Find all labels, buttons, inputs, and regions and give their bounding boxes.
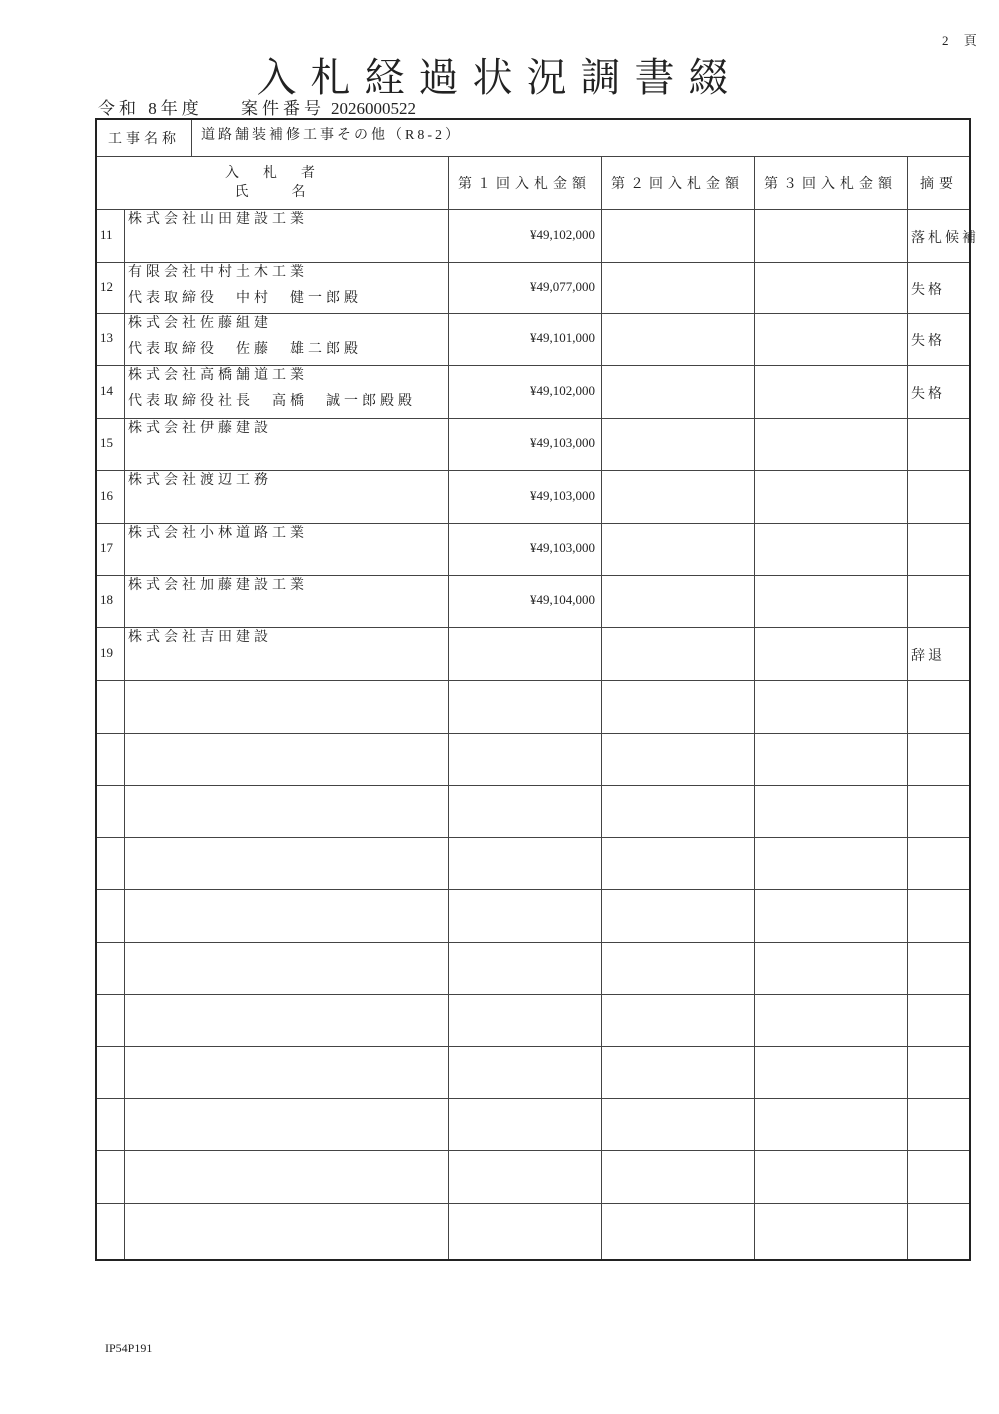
round1-amount: ¥49,102,000 [530,227,595,242]
row-number: 14 [100,383,113,398]
row-number: 18 [100,592,113,607]
row-number: 11 [100,227,113,242]
round1-amount: ¥49,103,000 [530,488,595,503]
bidder-name: 株式会社高橋舗道工業 [128,368,308,383]
bidder-representative: 代表取締役社長 高橋 誠一郎殿殿 [128,394,416,409]
round1-amount: ¥49,077,000 [530,279,595,294]
table-row [97,262,969,314]
bidder-name: 株式会社佐藤組建 [128,316,272,331]
table-row [97,365,969,419]
work-name-label: 工事名称 [97,120,192,156]
round2-header: 第２回入札金額 [611,176,744,192]
row-number: 15 [100,435,113,450]
remarks-cell: 辞退 [911,649,945,664]
row-number: 17 [100,540,113,555]
page-number: 2 頁 [942,33,983,48]
table-row [97,994,969,1047]
table-row [97,1046,969,1099]
bidder-name: 株式会社加藤建設工業 [128,578,308,593]
bidder-name: 株式会社渡辺工務 [128,473,272,488]
bid-table [95,118,979,1261]
footer-code: IP54P191 [105,1341,153,1355]
round1-amount: ¥49,102,000 [530,383,595,398]
bidder-name: 株式会社伊藤建設 [128,421,272,436]
remarks-cell: 落札候補 [911,231,979,246]
bidder-name: 株式会社小林道路工業 [128,526,308,541]
case-number-label: 案件番号 [241,99,325,118]
work-name-value: 道路舗装補修工事その他（R8-2） [201,128,462,143]
round1-amount: ¥49,103,000 [530,435,595,450]
document-title: 入札経過状況調書綴 [256,55,743,101]
table-row [97,1150,969,1204]
round1-amount: ¥49,103,000 [530,540,595,555]
header-info [98,94,416,119]
round3-header: 第３回入札金額 [764,176,897,192]
bidder-representative: 代表取締役 佐藤 雄二郎殿 [128,342,362,357]
table-row [97,1098,969,1151]
bidder-representative: 代表取締役 中村 健一郎殿 [128,291,362,306]
table-row [97,942,969,995]
remarks-header: 摘要 [920,176,958,192]
bidder-name: 株式会社吉田建設 [128,630,272,645]
table-row [97,418,969,471]
bidder-name: 有限会社中村土木工業 [128,265,308,280]
table-row [97,733,969,786]
table-row [97,523,969,576]
bidder-header-line1: 入 札 者 [225,165,320,181]
table-row [97,575,969,628]
table-row [97,837,969,890]
remarks-cell: 失格 [911,283,945,298]
bidder-header-line2: 氏 名 [234,184,311,200]
round1-amount: ¥49,101,000 [530,330,595,345]
row-number: 12 [100,279,113,294]
row-number: 19 [100,645,113,660]
table-row [97,1203,969,1259]
work-name-row [97,120,969,157]
row-number: 16 [100,488,113,503]
remarks-cell: 失格 [911,387,945,402]
table-row [97,470,969,524]
remarks-cell: 失格 [911,334,945,349]
table-row [97,209,979,263]
round1-amount: ¥49,104,000 [530,592,595,607]
table-row [97,785,969,838]
table-row [97,627,969,681]
table-row [97,889,969,943]
case-number-value: 2026000522 [331,99,416,118]
row-number: 13 [100,330,113,345]
table-row [97,680,969,734]
round1-header: 第１回入札金額 [458,176,591,192]
table-row [97,313,969,366]
bidder-name: 株式会社山田建設工業 [128,212,308,227]
fiscal-year: 令和 8年度 [98,99,203,118]
